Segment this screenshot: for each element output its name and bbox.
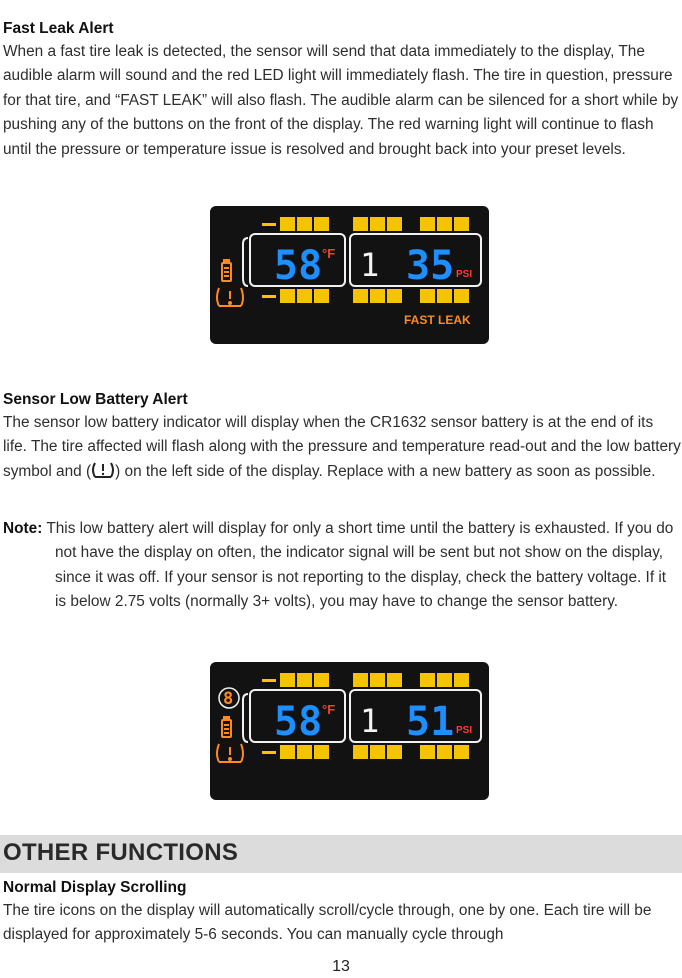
top-segment-bars (262, 217, 469, 231)
top-segment-bars (262, 673, 469, 687)
temperature-readout: 58 (274, 243, 323, 289)
section-title-low-battery: Sensor Low Battery Alert (3, 391, 188, 408)
page-number: 13 (332, 958, 350, 975)
pressure-readout: 35 (406, 243, 455, 289)
temperature-readout: 58 (274, 699, 323, 745)
tire-index-digit: 1 (360, 246, 380, 284)
note-label: Note: (3, 520, 43, 537)
tire-index-digit: 1 (360, 702, 380, 740)
low-battery-paragraph (3, 411, 681, 487)
temperature-unit: °F (322, 702, 336, 717)
tire-pressure-warning-icon (91, 461, 115, 487)
section-title-fast-leak: Fast Leak Alert (3, 20, 114, 37)
pressure-unit: PSI (456, 269, 473, 280)
tire-pressure-warning-icon (217, 288, 243, 306)
low-battery-display-image (210, 662, 489, 800)
pressure-readout: 51 (406, 699, 455, 745)
section-title-normal-display-scrolling: Normal Display Scrolling (3, 879, 187, 896)
pressure-unit: PSI (456, 725, 473, 736)
battery-icon (222, 260, 231, 281)
temperature-unit: °F (322, 246, 336, 261)
fast-leak-status-text: FAST LEAK (404, 313, 471, 327)
other-functions-heading: OTHER FUNCTIONS (3, 839, 239, 866)
tire-pressure-warning-icon (217, 744, 243, 762)
sensor-number: 8 (223, 689, 234, 709)
note-text: This low battery alert will display for only a short time until the battery is exhausted. If you do not have the display on often, the indicator signal will be sent but not show on the display, since it was off. If your sensor is not reporting to the display, check the battery voltage. If it is below 2.75 volts (normally 3+ volts), you may have to change the sensor battery. (42, 520, 674, 611)
low-battery-text-after: ) on the left side of the display. Replace with a new battery as soon as possible. (115, 462, 656, 480)
fast-leak-display-image (210, 206, 489, 344)
battery-icon (222, 717, 231, 737)
fast-leak-paragraph: When a fast tire leak is detected, the sensor will send that data immediately to the display, The audible alarm will sound and the red LED light will immediately flash. The tire in question, pressure for that tire, and “FAST LEAK” will also flash. The audible alarm can be silenced for a short while by pushing any of the buttons on the front of the display. The red warning light will continue to flash until the pressure or temperature issue is resolved and brought back into your preset levels. (3, 43, 679, 158)
normal-display-scrolling-paragraph: The tire icons on the display will automatically scroll/cycle through, one by one. Each tire will be displayed for approximately 5-6 seconds. You can manually cycle through (3, 902, 652, 944)
bottom-segment-bars (262, 745, 469, 759)
sensor-number-icon (219, 688, 239, 709)
note-block (3, 517, 679, 615)
low-battery-text-before: The sensor low battery indicator will display when the CR1632 sensor battery is at the end of its life. The tire affected will flash along with the pressure and temperature read-out and the low battery symbol and ( (3, 414, 681, 480)
bottom-segment-bars (262, 289, 469, 303)
other-functions-band (0, 835, 682, 873)
